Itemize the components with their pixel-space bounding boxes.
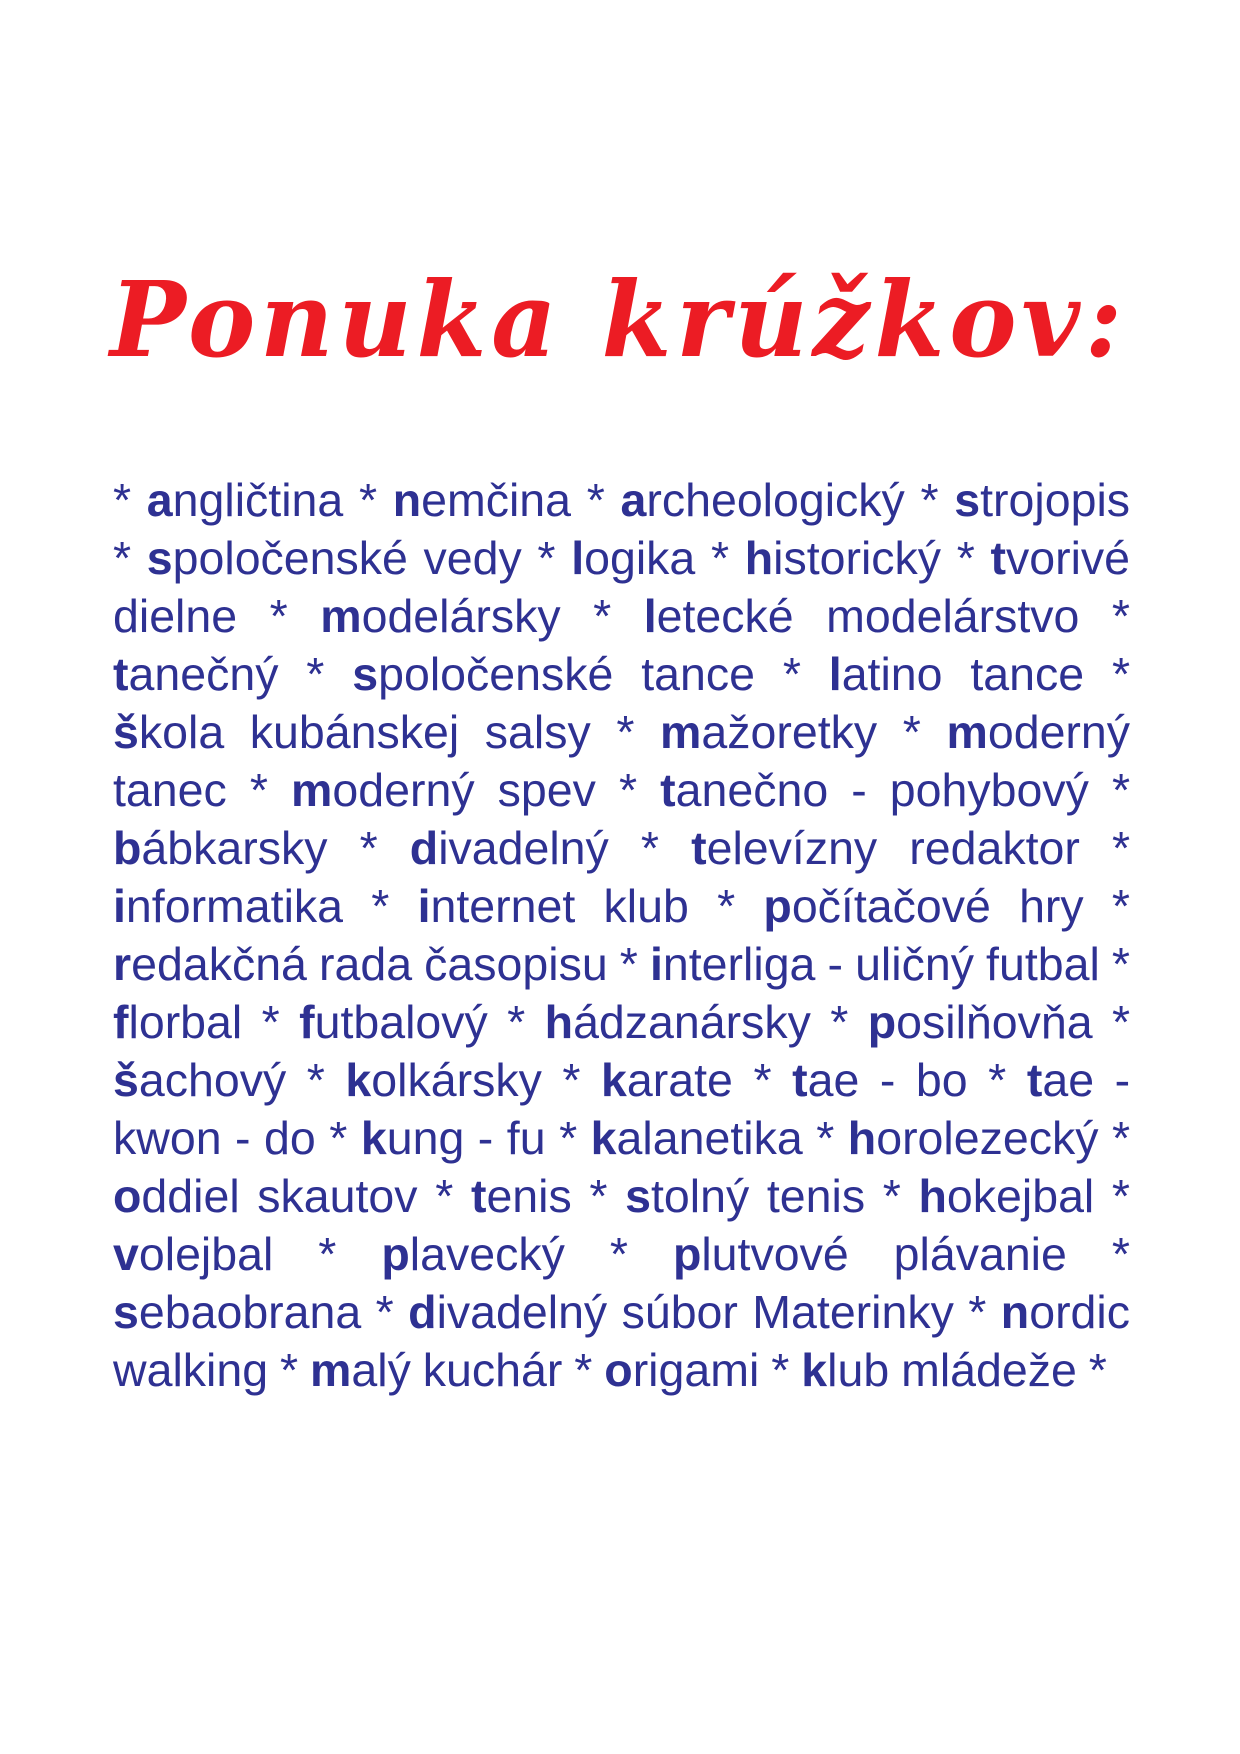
activity-item: klub mládeže xyxy=(801,1344,1077,1396)
separator-asterisk: * xyxy=(113,532,132,584)
separator-asterisk: * xyxy=(609,1228,628,1280)
separator-asterisk: * xyxy=(618,764,638,816)
activity-item: tenis xyxy=(470,1170,572,1222)
separator-asterisk: * xyxy=(358,474,378,526)
activity-item: logika xyxy=(571,532,696,584)
activity-item: informatika xyxy=(113,880,344,932)
separator-asterisk: * xyxy=(1111,1170,1131,1222)
activity-item: bábkarsky xyxy=(113,822,328,874)
activity-item: nemčina xyxy=(392,474,572,526)
separator-asterisk: * xyxy=(717,880,736,932)
separator-asterisk: * xyxy=(920,474,939,526)
separator-asterisk: * xyxy=(1111,764,1131,816)
separator-asterisk: * xyxy=(318,1228,337,1280)
separator-asterisk: * xyxy=(269,590,288,642)
activity-item: plavecký xyxy=(381,1228,565,1280)
separator-asterisk: * xyxy=(782,648,801,700)
separator-asterisk: * xyxy=(1111,938,1131,990)
page-title: Ponuka krúžkov: xyxy=(110,258,1127,381)
activity-item: šachový xyxy=(113,1054,287,1106)
activity-item: historický xyxy=(744,532,942,584)
activity-item: kolkársky xyxy=(345,1054,542,1106)
separator-asterisk: * xyxy=(574,1344,593,1396)
separator-asterisk: * xyxy=(329,1112,348,1164)
separator-asterisk: * xyxy=(562,1054,581,1106)
separator-asterisk: * xyxy=(435,1170,454,1222)
separator-asterisk: * xyxy=(1111,996,1131,1048)
activity-item: origami xyxy=(604,1344,760,1396)
activity-item: letecké modelárstvo xyxy=(643,590,1080,642)
separator-asterisk: * xyxy=(771,1344,790,1396)
activity-item: archeologický xyxy=(620,474,905,526)
separator-asterisk: * xyxy=(280,1344,299,1396)
activity-item: mažoretky xyxy=(660,706,878,758)
activity-item: divadelný xyxy=(409,822,609,874)
separator-asterisk: * xyxy=(589,1170,608,1222)
activity-item: spoločenské vedy xyxy=(146,532,522,584)
activity-item: hádzanársky xyxy=(544,996,811,1048)
activity-item: kung - fu xyxy=(360,1112,546,1164)
separator-asterisk: * xyxy=(1111,822,1131,874)
activity-item: latino tance xyxy=(828,648,1085,700)
separator-asterisk: * xyxy=(956,532,975,584)
activity-item: televízny redaktor xyxy=(691,822,1080,874)
activity-item: počítačové hry xyxy=(763,880,1084,932)
separator-asterisk: * xyxy=(619,938,638,990)
activity-item: interliga - uličný futbal xyxy=(649,938,1100,990)
separator-asterisk: * xyxy=(261,996,280,1048)
activity-item: spoločenské tance xyxy=(352,648,755,700)
activity-item: futbalový xyxy=(299,996,488,1048)
separator-asterisk: * xyxy=(507,996,526,1048)
separator-asterisk: * xyxy=(710,532,730,584)
activity-item: stolný tenis xyxy=(625,1170,866,1222)
activity-list xyxy=(113,471,1130,1399)
activity-item: strojopis xyxy=(954,474,1131,526)
activity-item: kalanetika xyxy=(590,1112,803,1164)
activity-item: nordic walking xyxy=(113,1286,1130,1396)
activity-item: sebaobrana xyxy=(113,1286,362,1338)
activity-item: hokejbal xyxy=(918,1170,1095,1222)
activity-item: horolezecký xyxy=(847,1112,1099,1164)
activity-item: moderný tanec xyxy=(113,706,1131,816)
separator-asterisk: * xyxy=(559,1112,578,1164)
activity-item: tanečný xyxy=(113,648,279,700)
separator-asterisk: * xyxy=(306,1054,325,1106)
activity-item: redakčná rada časopisu xyxy=(113,938,608,990)
activity-item: volejbal xyxy=(113,1228,274,1280)
activity-item: malý kuchár xyxy=(310,1344,563,1396)
separator-asterisk: * xyxy=(1088,1344,1107,1396)
separator-asterisk: * xyxy=(113,474,132,526)
separator-asterisk: * xyxy=(359,822,378,874)
activity-item: škola kubánskej salsy xyxy=(113,706,591,758)
activity-item: tanečno - pohybový xyxy=(660,764,1089,816)
activity-item: florbal xyxy=(113,996,243,1048)
activity-item: tvorivé dielne xyxy=(113,532,1131,642)
activity-item: posilňovňa xyxy=(867,996,1093,1048)
separator-asterisk: * xyxy=(1111,1112,1131,1164)
separator-asterisk: * xyxy=(1111,1228,1130,1280)
separator-asterisk: * xyxy=(249,764,268,816)
separator-asterisk: * xyxy=(586,474,605,526)
separator-asterisk: * xyxy=(306,648,325,700)
separator-asterisk: * xyxy=(968,1286,987,1338)
separator-asterisk: * xyxy=(816,1112,835,1164)
separator-asterisk: * xyxy=(371,880,390,932)
activity-item: tae - bo xyxy=(792,1054,968,1106)
separator-asterisk: * xyxy=(375,1286,394,1338)
separator-asterisk: * xyxy=(593,590,612,642)
activity-item: plutvové plávanie xyxy=(672,1228,1067,1280)
separator-asterisk: * xyxy=(1111,590,1131,642)
activity-item: tae - kwon - do xyxy=(113,1054,1131,1164)
activity-item: karate xyxy=(601,1054,733,1106)
separator-asterisk: * xyxy=(882,1170,901,1222)
activity-item: modelársky xyxy=(320,590,561,642)
activity-item: internet klub xyxy=(417,880,689,932)
separator-asterisk: * xyxy=(753,1054,772,1106)
separator-asterisk: * xyxy=(1111,880,1131,932)
activity-item: angličtina xyxy=(146,474,344,526)
separator-asterisk: * xyxy=(640,822,659,874)
activity-item: moderný spev xyxy=(291,764,596,816)
separator-asterisk: * xyxy=(1111,648,1131,700)
separator-asterisk: * xyxy=(830,996,849,1048)
activity-item: divadelný súbor Materinky xyxy=(408,1286,954,1338)
separator-asterisk: * xyxy=(537,532,556,584)
separator-asterisk: * xyxy=(616,706,635,758)
separator-asterisk: * xyxy=(988,1054,1007,1106)
separator-asterisk: * xyxy=(902,706,921,758)
activity-item: oddiel skautov xyxy=(113,1170,418,1222)
